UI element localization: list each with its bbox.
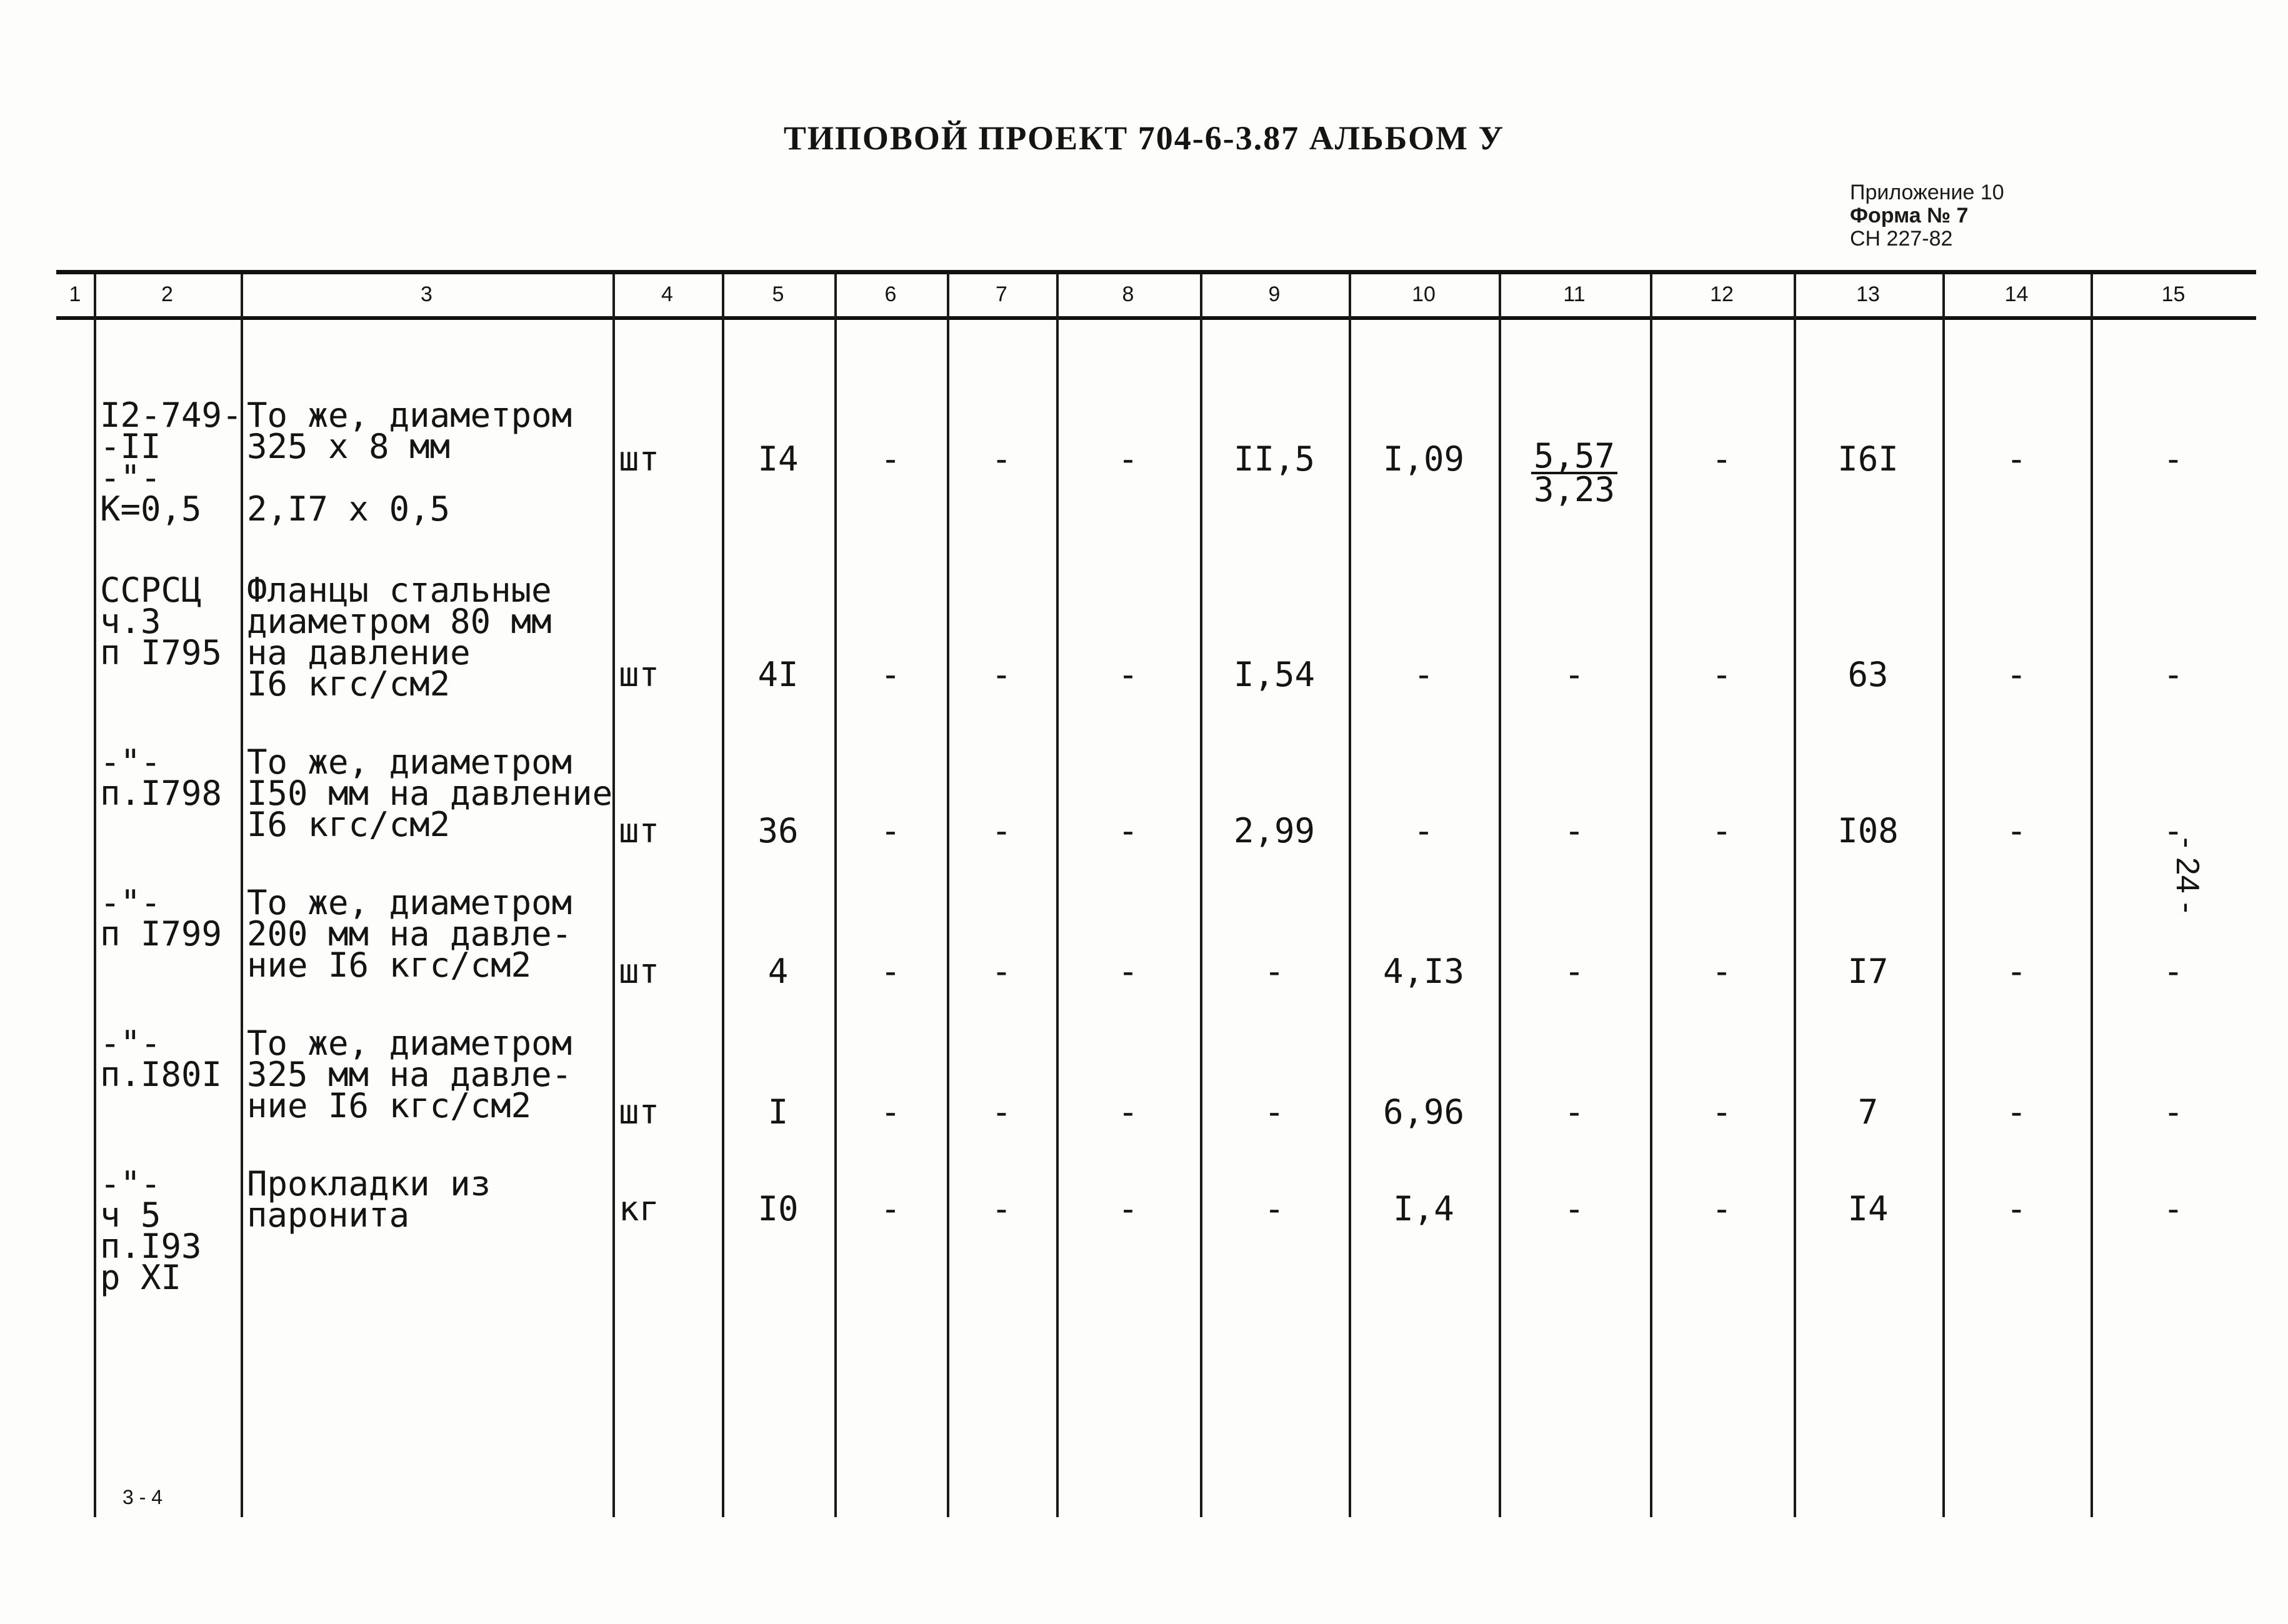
row-value-col-5: 4I — [757, 655, 799, 694]
row-value-col-7: - — [991, 811, 1012, 850]
row-unit: шт — [619, 1092, 660, 1132]
column-line — [241, 274, 243, 1517]
row-unit: шт — [619, 811, 660, 850]
row-value-col-8: - — [1117, 1092, 1139, 1132]
row-value-col-6: - — [880, 1189, 901, 1228]
column-number: 4 — [661, 282, 673, 306]
row-value-col-12: - — [1711, 811, 1732, 850]
row-value-col-5: 36 — [757, 811, 799, 850]
row-value-col-14: - — [2006, 439, 2027, 479]
row-value-col-5: I4 — [757, 439, 799, 479]
row-value-col-9: II,5 — [1233, 439, 1316, 479]
column-line — [612, 274, 615, 1517]
row-code-line: -"- — [100, 883, 161, 922]
row-description-line: 325 х 8 мм — [247, 427, 451, 466]
row-description-line: ние I6 кгс/см2 — [247, 945, 532, 985]
column-line — [94, 274, 96, 1517]
column-number: 13 — [1856, 282, 1880, 306]
row-value-col-9: - — [1264, 952, 1285, 991]
row-value-col-14: - — [2006, 655, 2027, 694]
row-value-col-14: - — [2006, 1189, 2027, 1228]
row-description-line: То же, диаметром — [247, 1024, 572, 1063]
row-description-line: I6 кгс/см2 — [247, 664, 451, 704]
column-number: 1 — [69, 282, 81, 306]
row-value-col-7: - — [991, 655, 1012, 694]
row-description-line: 200 мм на давле- — [247, 914, 572, 954]
row-code-line: -"- — [100, 742, 161, 782]
row-description-line: То же, диаметром — [247, 883, 572, 922]
row-code-line: п.I798 — [100, 774, 222, 813]
row-value-col-13: I4 — [1847, 1189, 1889, 1228]
row-code-line: п.I80I — [100, 1055, 222, 1094]
row-value-col-8: - — [1117, 439, 1139, 479]
row-value-col-6: - — [880, 655, 901, 694]
row-description-line: Прокладки из — [247, 1164, 491, 1203]
row-value-col-12: - — [1711, 439, 1732, 479]
row-unit: кг — [619, 1189, 660, 1228]
row-description-line: ние I6 кгс/см2 — [247, 1086, 532, 1125]
row-description-line: 2,I7 х 0,5 — [247, 489, 451, 529]
row-fraction-value — [1499, 436, 1650, 509]
table-top-rule — [56, 270, 2256, 274]
row-value-col-11: - — [1564, 1189, 1585, 1228]
row-value-col-10: I,09 — [1382, 439, 1465, 479]
row-value-col-7: - — [991, 952, 1012, 991]
row-value-col-12: - — [1711, 952, 1732, 991]
standard-reference: СН 227-82 — [1850, 227, 1953, 251]
row-value-col-6: - — [880, 439, 901, 479]
column-number: 10 — [1412, 282, 1436, 306]
row-description-line: Фланцы стальные — [247, 570, 552, 610]
row-value-col-10: I,4 — [1393, 1189, 1454, 1228]
row-value-col-9: - — [1264, 1092, 1285, 1132]
appendix-line: Приложение 10 — [1850, 181, 2004, 204]
row-value-col-11: - — [1564, 811, 1585, 850]
row-unit: шт — [619, 439, 660, 479]
column-number: 14 — [2004, 282, 2029, 306]
row-code-line: -"- — [100, 1164, 161, 1203]
row-value-col-8: - — [1117, 1189, 1139, 1228]
row-value-col-6: - — [880, 952, 901, 991]
row-unit: шт — [619, 952, 660, 991]
row-description-line: То же, диаметром — [247, 742, 572, 782]
row-value-col-9: - — [1264, 1189, 1285, 1228]
row-code-line: -"- — [100, 1024, 161, 1063]
row-value-col-13: I08 — [1837, 811, 1899, 850]
row-value-col-11: - — [1564, 1092, 1585, 1132]
document-title: ТИПОВОЙ ПРОЕКТ 704-6-3.87 АЛЬБОМ У — [783, 119, 1505, 157]
row-value-col-7: - — [991, 439, 1012, 479]
row-value-col-5: I — [767, 1092, 789, 1132]
fraction-denominator: 3,23 — [1533, 470, 1616, 509]
row-value-col-6: - — [880, 1092, 901, 1132]
row-description-line: на давление — [247, 633, 471, 672]
row-value-col-14: - — [2006, 1092, 2027, 1132]
row-code-line: р XI — [100, 1258, 182, 1297]
row-value-col-10: - — [1413, 655, 1434, 694]
row-value-col-12: - — [1711, 1189, 1732, 1228]
row-value-col-10: 6,96 — [1382, 1092, 1465, 1132]
row-value-col-5: 4 — [767, 952, 789, 991]
row-value-col-11: - — [1564, 952, 1585, 991]
row-code-line: ч 5 — [100, 1195, 161, 1235]
row-value-col-11: - — [1564, 655, 1585, 694]
appendix-block — [1850, 181, 2004, 251]
row-value-col-14: - — [2006, 952, 2027, 991]
row-value-col-13: 63 — [1847, 655, 1889, 694]
row-description-line: паронита — [247, 1195, 410, 1235]
row-description-line: диаметром 80 мм — [247, 602, 552, 641]
row-code-line: п I795 — [100, 633, 222, 672]
row-description-line: I50 мм на давление — [247, 774, 613, 813]
column-number: 2 — [161, 282, 173, 306]
row-value-col-8: - — [1117, 655, 1139, 694]
form-number: Форма № 7 — [1850, 204, 1969, 227]
row-value-col-15: - — [2163, 655, 2184, 694]
row-code-line: ч.3 — [100, 602, 161, 641]
row-value-col-15: - — [2163, 952, 2184, 991]
row-value-col-8: - — [1117, 811, 1139, 850]
row-value-col-9: I,54 — [1233, 655, 1316, 694]
column-number: 6 — [884, 282, 897, 306]
row-value-col-7: - — [991, 1189, 1012, 1228]
row-description-line: I6 кгс/см2 — [247, 805, 451, 844]
row-value-col-12: - — [1711, 655, 1732, 694]
row-code-line: п I799 — [100, 914, 222, 954]
fraction-numerator: 5,57 — [1531, 441, 1617, 474]
column-number: 11 — [1563, 282, 1586, 306]
row-value-col-13: I7 — [1847, 952, 1889, 991]
row-unit: шт — [619, 655, 660, 694]
row-description-line: 325 мм на давле- — [247, 1055, 572, 1094]
column-number: 5 — [772, 282, 784, 306]
row-value-col-7: - — [991, 1092, 1012, 1132]
row-value-col-15: - — [2163, 1189, 2184, 1228]
row-value-col-15: - — [2163, 439, 2184, 479]
row-value-col-13: I6I — [1837, 439, 1899, 479]
row-value-col-14: - — [2006, 811, 2027, 850]
row-value-col-15: - — [2163, 811, 2184, 850]
row-value-col-8: - — [1117, 952, 1139, 991]
row-description-line: То же, диаметром — [247, 396, 572, 435]
column-number: 9 — [1268, 282, 1281, 306]
row-code-line: п.I93 — [100, 1227, 202, 1266]
column-number: 15 — [2161, 282, 2186, 306]
row-value-col-13: 7 — [1857, 1092, 1879, 1132]
row-code-line: ССРСЦ — [100, 570, 202, 610]
column-number: 3 — [421, 282, 432, 306]
row-value-col-10: - — [1413, 811, 1434, 850]
column-number: 12 — [1710, 282, 1734, 306]
row-code-line: I2-749- — [100, 396, 242, 435]
row-value-col-12: - — [1711, 1092, 1732, 1132]
row-value-col-6: - — [880, 811, 901, 850]
row-value-col-5: I0 — [757, 1189, 799, 1228]
column-number: 7 — [996, 282, 1007, 306]
sheet-label: 3 - 4 — [122, 1486, 163, 1508]
row-code-line: K=0,5 — [100, 489, 202, 529]
column-number: 8 — [1122, 282, 1134, 306]
row-code-line: -"- — [100, 458, 161, 497]
row-value-col-10: 4,I3 — [1382, 952, 1465, 991]
row-value-col-15: - — [2163, 1092, 2184, 1132]
row-value-col-9: 2,99 — [1233, 811, 1316, 850]
table-header-rule — [56, 316, 2256, 320]
row-code-line: -II — [100, 427, 161, 466]
page-number: - 24 - — [2169, 837, 2206, 914]
